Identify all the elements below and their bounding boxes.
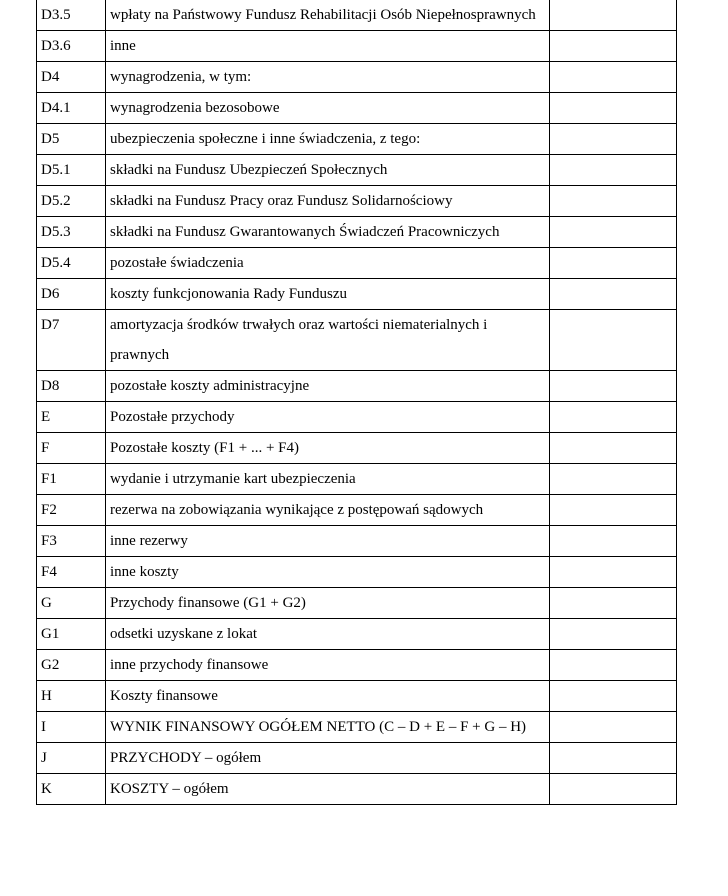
- table-row: [37, 774, 677, 805]
- row-value: [550, 31, 677, 62]
- row-value: [550, 619, 677, 650]
- table-row: [37, 712, 677, 743]
- table-row: [37, 248, 677, 279]
- row-code: D4: [37, 62, 106, 93]
- row-code: G: [37, 588, 106, 619]
- table-row: [37, 93, 677, 124]
- row-description: KOSZTY – ogółem: [106, 774, 550, 805]
- row-description: pozostałe koszty administracyjne: [106, 371, 550, 402]
- row-description: PRZYCHODY – ogółem: [106, 743, 550, 774]
- row-code: D8: [37, 371, 106, 402]
- row-code: D4.1: [37, 93, 106, 124]
- table-row: [37, 0, 677, 31]
- row-code: D5.3: [37, 217, 106, 248]
- table-row: [37, 464, 677, 495]
- row-value: [550, 588, 677, 619]
- row-value: [550, 402, 677, 433]
- financial-plan-table: [36, 0, 677, 805]
- table-row: [37, 619, 677, 650]
- row-description: składki na Fundusz Gwarantowanych Świadczeń Pracowniczych: [106, 217, 550, 248]
- row-description: Pozostałe przychody: [106, 402, 550, 433]
- row-value: [550, 557, 677, 588]
- row-description: amortyzacja środków trwałych oraz wartości niematerialnych i prawnych: [106, 310, 550, 371]
- table-row: [37, 371, 677, 402]
- row-code: F3: [37, 526, 106, 557]
- table-row: [37, 124, 677, 155]
- row-code: G2: [37, 650, 106, 681]
- table-row: [37, 31, 677, 62]
- row-description: inne koszty: [106, 557, 550, 588]
- row-value: [550, 0, 677, 31]
- row-value: [550, 155, 677, 186]
- row-description: WYNIK FINANSOWY OGÓŁEM NETTO (C – D + E – F + G – H): [106, 712, 550, 743]
- row-description: Przychody finansowe (G1 + G2): [106, 588, 550, 619]
- table-row: [37, 743, 677, 774]
- row-description: inne: [106, 31, 550, 62]
- row-code: D7: [37, 310, 106, 371]
- row-description: ubezpieczenia społeczne i inne świadczenia, z tego:: [106, 124, 550, 155]
- table-row: [37, 588, 677, 619]
- table-row: [37, 495, 677, 526]
- row-code: D5: [37, 124, 106, 155]
- row-description: wpłaty na Państwowy Fundusz Rehabilitacji Osób Niepełnosprawnych: [106, 0, 550, 31]
- table-row: [37, 681, 677, 712]
- row-code: D6: [37, 279, 106, 310]
- row-code: F: [37, 433, 106, 464]
- row-code: F1: [37, 464, 106, 495]
- row-value: [550, 186, 677, 217]
- row-value: [550, 433, 677, 464]
- row-code: D5.4: [37, 248, 106, 279]
- row-code: F4: [37, 557, 106, 588]
- row-description: inne przychody finansowe: [106, 650, 550, 681]
- row-value: [550, 248, 677, 279]
- row-value: [550, 495, 677, 526]
- table-row: [37, 217, 677, 248]
- row-code: H: [37, 681, 106, 712]
- row-description: wydanie i utrzymanie kart ubezpieczenia: [106, 464, 550, 495]
- row-code: E: [37, 402, 106, 433]
- row-description: wynagrodzenia bezosobowe: [106, 93, 550, 124]
- row-code: K: [37, 774, 106, 805]
- row-description: składki na Fundusz Pracy oraz Fundusz Solidarnościowy: [106, 186, 550, 217]
- row-value: [550, 124, 677, 155]
- table-row: [37, 310, 677, 371]
- row-value: [550, 217, 677, 248]
- row-description: Koszty finansowe: [106, 681, 550, 712]
- row-value: [550, 93, 677, 124]
- row-code: F2: [37, 495, 106, 526]
- row-value: [550, 371, 677, 402]
- table-row: [37, 402, 677, 433]
- row-value: [550, 279, 677, 310]
- row-description: rezerwa na zobowiązania wynikające z postępowań sądowych: [106, 495, 550, 526]
- row-value: [550, 526, 677, 557]
- row-value: [550, 310, 677, 371]
- table-row: [37, 650, 677, 681]
- row-code: G1: [37, 619, 106, 650]
- table-row: [37, 433, 677, 464]
- row-value: [550, 681, 677, 712]
- row-code: D3.6: [37, 31, 106, 62]
- table-row: [37, 526, 677, 557]
- row-code: J: [37, 743, 106, 774]
- table-row: [37, 62, 677, 93]
- table-row: [37, 155, 677, 186]
- row-description: wynagrodzenia, w tym:: [106, 62, 550, 93]
- row-description: odsetki uzyskane z lokat: [106, 619, 550, 650]
- row-value: [550, 650, 677, 681]
- row-value: [550, 62, 677, 93]
- row-value: [550, 774, 677, 805]
- row-value: [550, 743, 677, 774]
- row-description: Pozostałe koszty (F1 + ... + F4): [106, 433, 550, 464]
- row-description: pozostałe świadczenia: [106, 248, 550, 279]
- row-code: D5.2: [37, 186, 106, 217]
- row-value: [550, 464, 677, 495]
- row-description: koszty funkcjonowania Rady Funduszu: [106, 279, 550, 310]
- table-row: [37, 186, 677, 217]
- row-code: D5.1: [37, 155, 106, 186]
- row-code: D3.5: [37, 0, 106, 31]
- row-code: I: [37, 712, 106, 743]
- row-description: inne rezerwy: [106, 526, 550, 557]
- row-value: [550, 712, 677, 743]
- table-row: [37, 279, 677, 310]
- table-row: [37, 557, 677, 588]
- row-description: składki na Fundusz Ubezpieczeń Społecznych: [106, 155, 550, 186]
